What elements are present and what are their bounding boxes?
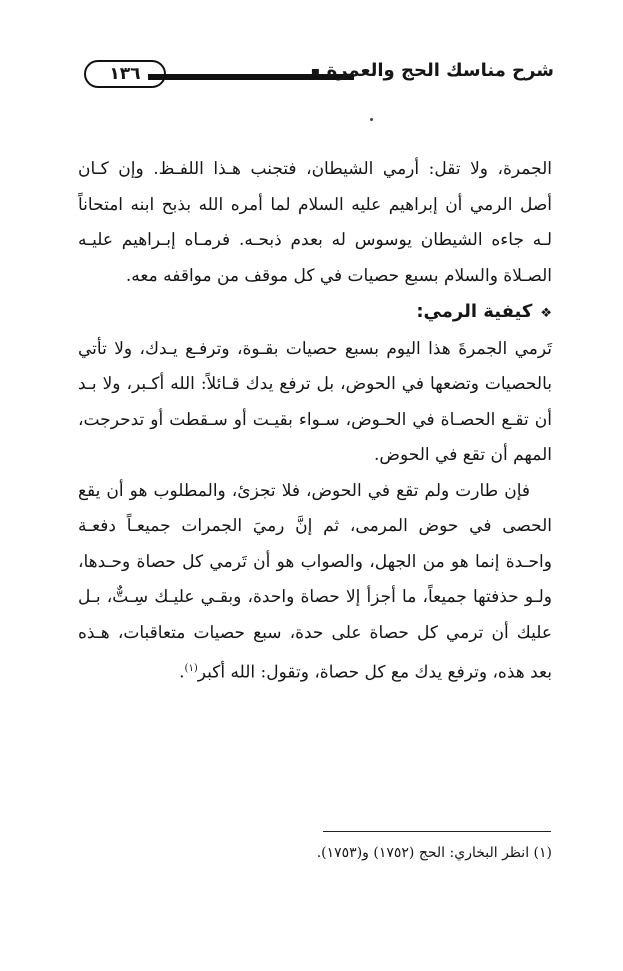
body-text [78,152,552,691]
paragraph-3-text: فإن طارت ولم تقع في الحوض، فلا تجزئ، والمطلوب هو أن يقع الحصى في حوض المرمى، ثم إنَّ رميَ الجمرات جميعـاً دفعـة واحـدة إنما هو من الجهل، والصواب هو أن تَرمي كل حصاة وحـدها، ولـو حذفتها جميعاً، ما أجزأ إلا حصاة واحدة، وبقـي عليـك سِـتٌّ، بـل عليك أن ترمي كل حصاة على حدة، سبع حصيات متعاقبات، هـذه بعد هذه، وترفع يدك مع كل حصاة، وتقول: الله أكبر [78,480,552,683]
paragraph-1: الجمرة، ولا تقل: أرمي الشيطان، فتجنب هـذا اللفـظ. وإن كـان أصل الرمي أن إبراهيم عليه السلام لما أمره الله بذبح ابنه امتحاناً لـه جاءه الشيطان يوسوس له بعدم ذبحـه. فرمـاه إبـراهيم عليـه الصـلاة والسلام بسبع حصيات في كل موقف من مواقفه معه. [78,159,552,286]
diamond-bullet-icon: ❖ [540,306,552,321]
section-heading-text: كيفية الرمي: [416,301,533,322]
footnote-reference[interactable]: (١) [184,663,198,674]
footnote-separator [323,831,551,832]
page-number: ١٣٦ [84,60,166,88]
footnote: (١) انظر البخاري: الحج (١٧٥٢) و(١٧٥٣). [316,845,552,861]
paragraph-3 [78,474,552,692]
running-title [305,60,554,81]
page-header [84,58,554,94]
section-heading [78,294,552,332]
print-speck [370,118,373,121]
running-title-text: شرح مناسك الحج والعمرة [326,60,554,81]
paragraph-3-end: . [179,662,185,683]
title-bullet: ▪ [310,64,321,80]
paragraph-2: تَرمي الجمرةَ هذا اليوم بسبع حصيات بقـوة، وترفـع يـدك، ولا تأتي بالحصيات وتضعها في الحوض، بل ترفع يدك قـائلاً: الله أكـبر، ولا بـد أن تقـع الحصـاة في الحـوض، سـواء بقيـت أو سـقطت أو تدحرجت، المهم أن تقع في الحوض. [78,338,552,465]
